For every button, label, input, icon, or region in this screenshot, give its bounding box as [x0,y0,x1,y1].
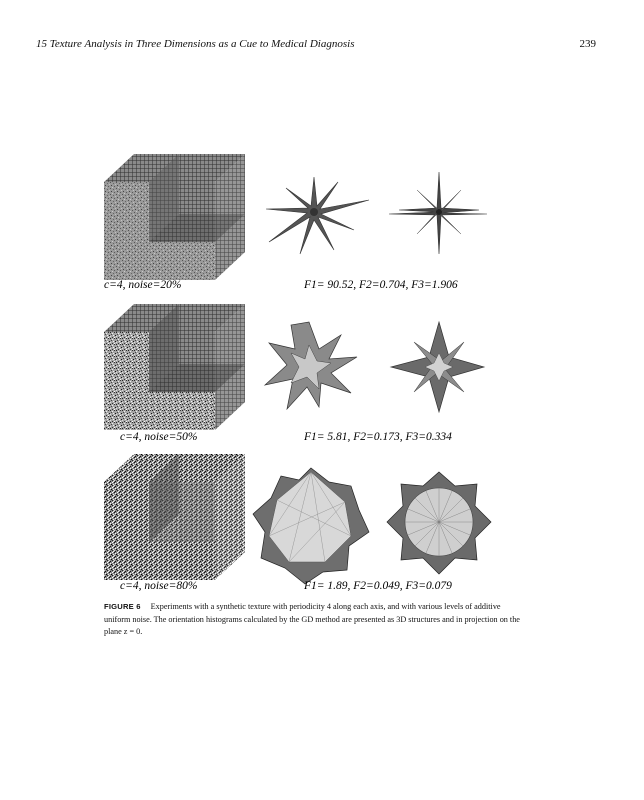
cube-noise-20 [104,154,245,280]
cube-noise-50 [104,304,245,430]
star-3d-noise-20 [266,177,369,254]
star-3d-noise-50 [265,322,357,409]
caption-label: FIGURE 6 [104,602,141,611]
cube-label-3: c=4, noise=80% [120,580,198,592]
cube-label-2: c=4, noise=50% [120,431,198,443]
figure-caption [104,601,524,639]
figure-6 [104,152,504,600]
cube-noise-80 [104,454,245,580]
features-label-1: F1= 90.52, F2=0.704, F3=1.906 [304,279,458,291]
features-label-3: F1= 1.89, F2=0.049, F3=0.079 [304,580,452,592]
caption-text: Experiments with a synthetic texture with periodicity 4 along each axis, and with various levels of additive uniform noise. The orientation histograms calculated by the GD method are presented as 3D structures and in projection on the plane z = 0. [104,602,520,637]
running-title: 15 Texture Analysis in Three Dimensions as a Cue to Medical Diagnosis [36,38,355,50]
figure-graphics [104,152,504,600]
star-projection-noise-20 [389,172,487,254]
page-number: 239 [579,38,596,50]
star-projection-noise-80 [387,472,491,574]
running-header [36,38,596,54]
cube-label-1: c=4, noise=20% [104,279,182,291]
star-projection-noise-50 [391,322,484,412]
features-label-2: F1= 5.81, F2=0.173, F3=0.334 [304,431,452,443]
star-3d-noise-80 [253,468,369,584]
